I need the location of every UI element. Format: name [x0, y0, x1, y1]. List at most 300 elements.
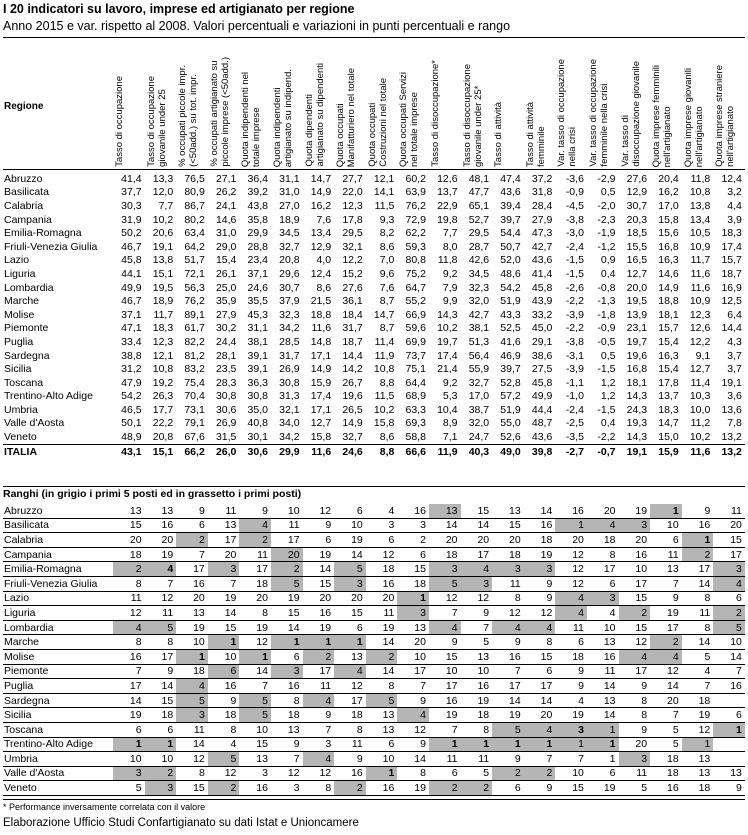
table-cell: 34,5	[279, 227, 300, 240]
table-cell: 8,6	[316, 281, 332, 294]
table-row	[3, 308, 745, 322]
table-row	[3, 766, 745, 781]
region-name: Puglia	[3, 679, 113, 694]
table-cell: 23,5	[215, 363, 237, 376]
table-cell: 15,5	[626, 240, 648, 253]
table-cell: 7,0	[379, 254, 395, 267]
table-cell: 8,0	[442, 240, 458, 253]
table-cell: 10	[713, 635, 745, 650]
table-cell: 29,5	[342, 227, 363, 240]
table-cell: 35,8	[247, 213, 268, 226]
table-cell: 28,4	[531, 199, 553, 212]
table-cell: 17	[271, 533, 303, 548]
table-cell: 1	[524, 737, 556, 752]
table-cell: 75,1	[405, 363, 426, 376]
region-name: Trentino-Alto Adige	[4, 390, 93, 403]
table-cell: 1	[429, 737, 461, 752]
table-cell: 7	[397, 679, 429, 694]
table-cell: 20	[619, 737, 651, 752]
table-cell: 18	[239, 576, 271, 591]
table-cell: 35,9	[215, 295, 237, 308]
table-cell: 19	[366, 620, 398, 635]
table-cell: 31,7	[279, 349, 300, 362]
table-cell: 61,7	[184, 322, 205, 335]
table-cell: 24,3	[626, 403, 648, 416]
table-cell: 24,1	[215, 199, 237, 212]
table-cell: 14	[682, 635, 714, 650]
table-cell: 16	[366, 576, 398, 591]
region-name: Marche	[3, 635, 113, 650]
table-cell: 12	[113, 606, 145, 621]
table-cell: 20,4	[658, 172, 679, 185]
top-rule	[3, 37, 745, 38]
table-cell: 20	[113, 533, 145, 548]
table-cell: 18,3	[658, 403, 679, 416]
table-cell: 14,6	[215, 213, 237, 226]
column-header-15	[556, 41, 580, 167]
table-cell: 30,8	[279, 376, 300, 389]
table-cell: 20	[461, 533, 493, 548]
table-cell: 14	[271, 620, 303, 635]
table-cell: 1	[303, 635, 335, 650]
table-cell: 67,6	[176, 430, 208, 444]
table-cell: 17,8	[658, 376, 679, 389]
table-cell: 11,9	[374, 349, 395, 362]
table-row	[3, 403, 745, 417]
table-cell: 7,6	[316, 213, 332, 226]
table-cell: 49,9	[121, 281, 142, 294]
table-cell: 39,2	[247, 186, 268, 199]
table-cell: 10	[334, 518, 366, 533]
table-cell: 13	[461, 649, 493, 664]
table-cell: 17	[619, 664, 651, 679]
table-cell: 69,9	[405, 335, 426, 348]
table-cell: 19,6	[626, 349, 648, 362]
region-name: Puglia	[4, 335, 34, 348]
table-cell: 17,1	[310, 403, 332, 416]
table-cell: 15	[555, 781, 587, 796]
table-cell: 20,3	[626, 213, 648, 226]
table-cell: -1,3	[597, 295, 616, 308]
table-cell: 8,7	[379, 295, 395, 308]
table-cell: 16	[334, 766, 366, 781]
table-cell: 1	[208, 635, 240, 650]
table-cell: 37,1	[121, 308, 142, 321]
table-cell: 14,7	[658, 417, 679, 430]
table-cell: 20	[303, 591, 335, 606]
table-cell: 29,9	[279, 445, 300, 458]
page-subtitle: Anno 2015 e var. rispetto al 2008. Valori percentuali e variazioni in punti percentuali e rango	[3, 19, 511, 33]
table-cell: 16	[619, 547, 651, 562]
table-cell: 20,6	[152, 227, 174, 240]
table-cell: 18	[145, 708, 177, 723]
table-cell: 7	[208, 576, 240, 591]
table-cell: 1	[492, 737, 524, 752]
table-cell: 39,8	[531, 445, 553, 458]
table-cell: 6	[650, 533, 682, 548]
table-cell: 16,3	[658, 349, 679, 362]
table-cell: 4,4	[727, 199, 742, 212]
table-cell: 43,6	[500, 186, 521, 199]
table-cell: 7	[682, 679, 714, 694]
table-cell: 18	[176, 664, 208, 679]
table-cell: 18	[461, 708, 493, 723]
table-cell: 20	[429, 533, 461, 548]
table-cell: 18,1	[626, 376, 648, 389]
column-header-10	[398, 41, 422, 167]
table-cell: 3	[397, 518, 429, 533]
table-cell: 19	[429, 708, 461, 723]
table-cell: 13,8	[689, 199, 711, 212]
table-cell: 7,9	[442, 281, 458, 294]
table-cell: 16,2	[658, 186, 679, 199]
table-cell: 9	[239, 504, 271, 518]
table-cell: 12,6	[689, 322, 711, 335]
table-cell: 9	[145, 664, 177, 679]
table-cell: 16	[587, 649, 619, 664]
table-row	[3, 335, 745, 349]
table-cell: 14,1	[373, 186, 395, 199]
table-cell: 9,6	[379, 267, 395, 280]
table-cell: 21,4	[437, 363, 458, 376]
table-cell: 12	[682, 722, 714, 737]
column-header-3	[177, 41, 201, 167]
table-cell: 1	[145, 737, 177, 752]
table-cell: 0,5	[600, 349, 616, 362]
table-cell: -2,0	[597, 199, 616, 212]
table-cell: 70,4	[184, 390, 205, 403]
table-cell: 3	[176, 708, 208, 723]
column-header-label: Tasso di occupazione	[114, 76, 125, 167]
table-cell: 13	[682, 752, 714, 767]
column-header-label: Quota occupati Manifatturiero nel totale	[335, 67, 358, 167]
table-cell: 10,2	[437, 322, 458, 335]
table-cell: 39,1	[247, 349, 268, 362]
table-cell: 7	[429, 722, 461, 737]
table-cell: -1,2	[597, 240, 616, 253]
table-cell: 15,0	[650, 430, 682, 444]
region-name: Molise	[4, 308, 35, 321]
table-cell: 1	[682, 533, 714, 548]
table-cell: 36,3	[247, 376, 268, 389]
table-cell: 8	[461, 722, 493, 737]
table-cell: 50,1	[121, 417, 142, 430]
column-header-11	[430, 41, 454, 167]
table-cell: 19,8	[437, 213, 458, 226]
column-header-label: Quota occupati Costruzioni nel totale	[366, 78, 389, 167]
table-cell: 18,7	[342, 335, 363, 348]
table-cell: 45,8	[531, 376, 553, 389]
table-cell: 9	[524, 591, 556, 606]
table-cell: 7	[176, 547, 208, 562]
table-cell: -0,9	[565, 186, 584, 199]
table-cell: 10	[366, 752, 398, 767]
table-cell: 60,2	[405, 172, 426, 185]
table-cell: 9	[397, 693, 429, 708]
table-cell: 20	[208, 547, 240, 562]
table-cell: 8	[239, 606, 271, 621]
table-cell: 4	[303, 752, 335, 767]
column-header-13	[493, 41, 517, 167]
table-cell: 20,8	[145, 430, 177, 444]
table-cell: 3	[619, 518, 651, 533]
table-cell: 75,4	[184, 376, 205, 389]
header-rule	[3, 169, 745, 170]
region-name: Abruzzo	[3, 504, 113, 518]
table-cell: 9,2	[442, 267, 458, 280]
table-cell: 11	[334, 737, 366, 752]
table-cell: 29,5	[468, 227, 490, 240]
table-cell: 5	[239, 693, 271, 708]
table-cell: 17	[713, 547, 745, 562]
table-cell: 17	[397, 664, 429, 679]
table-cell: 31,0	[279, 186, 300, 199]
table-cell: 17,0	[658, 199, 679, 212]
table-cell: 11,8	[437, 254, 458, 267]
table-cell: 2	[492, 766, 524, 781]
table-cell: 3	[271, 781, 303, 796]
table-cell: 10,8	[373, 363, 395, 376]
footnote: * Performance inversamente correlata con il valore	[3, 802, 206, 812]
table-cell: 18,8	[310, 308, 332, 321]
table-cell: -3,8	[565, 213, 584, 226]
table-cell	[713, 752, 745, 767]
table-cell: 25,0	[215, 281, 237, 294]
table-cell: 7,8	[727, 417, 742, 430]
table-cell: 29,0	[215, 240, 237, 253]
table-cell: 15,8	[373, 417, 395, 430]
table-cell: 6	[713, 591, 745, 606]
table-cell: 8	[271, 693, 303, 708]
table-cell: 11,5	[374, 199, 395, 212]
table-row	[3, 737, 745, 752]
table-cell: 18,9	[279, 213, 300, 226]
table-cell: 56,4	[468, 349, 490, 362]
table-cell: 19,1	[721, 376, 742, 389]
table-cell: 44,1	[121, 267, 142, 280]
table-cell: 3	[271, 664, 303, 679]
column-header-label: Var. tasso di occupazione femminile nella crisi	[588, 59, 610, 167]
table-cell: 1	[650, 504, 682, 518]
region-name: Lombardia	[4, 281, 54, 294]
column-header-label: Tasso di disoccupazione giovanile under 25*	[461, 64, 484, 167]
table-cell: 18	[587, 533, 619, 548]
table-cell: 16,5	[626, 254, 648, 267]
table-cell: 13	[713, 766, 745, 781]
table-cell: 13	[239, 752, 271, 767]
table-cell: 18,5	[626, 227, 648, 240]
table-cell: 46,9	[500, 349, 521, 362]
table-cell: 14	[176, 737, 208, 752]
table-cell: 18,1	[658, 308, 679, 321]
table-cell: 14	[461, 518, 493, 533]
table-cell: 39,7	[500, 213, 521, 226]
table-cell: 29,6	[279, 267, 300, 280]
table-cell: 39,7	[500, 363, 521, 376]
table-cell: 68,9	[405, 390, 426, 403]
region-name: Valle d'Aosta	[4, 417, 65, 430]
region-name: Basilicata	[3, 518, 113, 533]
table-cell: 81,2	[184, 349, 205, 362]
table-cell: 45,3	[247, 308, 268, 321]
column-header-label: Tasso di occupazione giovanile under 25	[145, 76, 168, 167]
table-cell: 17	[429, 679, 461, 694]
table-cell: 18	[397, 576, 429, 591]
table-cell: 11	[713, 504, 745, 518]
table-cell: 13,6	[721, 403, 742, 416]
table-cell: 4	[555, 606, 587, 621]
table-cell: 19,7	[437, 335, 458, 348]
table-cell: 43,3	[500, 308, 521, 321]
region-name: Emilia-Romagna	[3, 562, 113, 577]
table-cell: 15,6	[658, 227, 679, 240]
table-cell: 9	[461, 606, 493, 621]
region-name: Piemonte	[4, 322, 49, 335]
table-cell: 2	[650, 635, 682, 650]
table-cell: 16	[429, 693, 461, 708]
table-cell: 14,9	[658, 281, 679, 294]
table-cell: 2	[334, 781, 366, 796]
table-cell: 22,0	[342, 186, 363, 199]
table-cell: 4	[461, 562, 493, 577]
table-cell: 2	[239, 533, 271, 548]
table-cell: 16	[397, 504, 429, 518]
table-cell: -1,5	[565, 267, 584, 280]
table-cell: 14	[429, 518, 461, 533]
table-cell: 3	[113, 766, 145, 781]
table-cell: 66,2	[184, 445, 205, 458]
table-cell: 6	[176, 518, 208, 533]
table-cell: 4,3	[727, 335, 742, 348]
table-cell: 4	[524, 722, 556, 737]
table-cell: 40,8	[247, 417, 268, 430]
table-cell: 6,4	[727, 308, 742, 321]
table-cell: 9	[271, 737, 303, 752]
table-cell: 13	[145, 504, 177, 518]
table-cell: 12,2	[689, 335, 711, 348]
table-cell: 16,8	[626, 363, 648, 376]
table-cell: 47,4	[500, 172, 521, 185]
table-cell: 22,2	[152, 417, 174, 430]
region-name: ITALIA	[4, 445, 38, 458]
table-cell: 17	[176, 562, 208, 577]
table-cell: 59,3	[405, 240, 426, 253]
table-cell: 19	[239, 620, 271, 635]
table-cell: 20	[239, 591, 271, 606]
table-row	[3, 606, 745, 621]
table-cell: 17,4	[721, 240, 742, 253]
table-cell: 31,7	[342, 322, 363, 335]
table-cell: 43,9	[531, 295, 553, 308]
table-cell: 19	[555, 708, 587, 723]
table-cell: 33,2	[531, 308, 553, 321]
table-cell: 31,1	[247, 322, 268, 335]
table-cell: 2	[176, 533, 208, 548]
table-cell: 34,2	[271, 430, 303, 444]
table-cell: 18,3	[721, 227, 742, 240]
table-cell: 6	[334, 504, 366, 518]
table-cell: 16	[492, 649, 524, 664]
table-cell: 14	[239, 664, 271, 679]
table-cell: 8	[366, 679, 398, 694]
table-cell: 14	[492, 693, 524, 708]
table-cell: 42,6	[468, 254, 490, 267]
table-cell: 19	[271, 591, 303, 606]
table-cell: 18,9	[152, 295, 174, 308]
table-cell: 13	[587, 635, 619, 650]
column-header-label: Var. tasso di disoccupazione giovanile	[619, 61, 642, 167]
table-cell: 13	[587, 693, 619, 708]
table-cell: 3	[303, 737, 335, 752]
table-cell: 11	[682, 606, 714, 621]
table-cell: 18	[682, 781, 714, 796]
table-cell: 2	[397, 533, 429, 548]
table-cell: 6	[366, 533, 398, 548]
table-cell: 13,7	[658, 390, 679, 403]
table-cell: 16	[145, 518, 177, 533]
table-cell: 11	[366, 606, 398, 621]
table-cell: 14,4	[721, 322, 742, 335]
table-cell: 0,4	[600, 267, 616, 280]
table-cell: 19	[176, 620, 208, 635]
ranks-heading-rule	[3, 486, 745, 487]
table-cell: 30,3	[121, 199, 142, 212]
table-cell: 8	[113, 576, 145, 591]
table-row	[3, 240, 745, 254]
table-cell: 75,2	[405, 267, 426, 280]
table-cell: 8,6	[366, 430, 398, 444]
table-cell: 15,4	[658, 335, 679, 348]
table-cell: 2	[461, 781, 493, 796]
table-cell: 1	[587, 722, 619, 737]
table-cell: 11,2	[690, 417, 711, 430]
table-cell: 10,9	[689, 240, 711, 253]
region-name: Calabria	[3, 533, 113, 548]
table-cell: 4	[524, 620, 556, 635]
table-cell: 10,2	[152, 213, 174, 226]
table-cell: 32,3	[468, 281, 490, 294]
table-cell: 80,8	[405, 254, 426, 267]
table-cell: 14,7	[373, 308, 395, 321]
table-cell: 14	[524, 693, 556, 708]
region-name: Piemonte	[3, 664, 113, 679]
table-cell: -1,5	[597, 403, 616, 416]
table-cell: 17	[145, 649, 177, 664]
column-header-label: Quota imprese femminili nell'artigianato	[651, 64, 674, 167]
table-cell: 11,6	[690, 267, 711, 280]
table-cell: 9,9	[442, 295, 458, 308]
region-name: Veneto	[3, 781, 113, 796]
table-cell: -3,9	[565, 363, 584, 376]
table-cell: 10	[271, 504, 303, 518]
region-name: Toscana	[4, 376, 44, 389]
table-cell: 11	[555, 620, 587, 635]
table-cell: 5	[650, 737, 682, 752]
source-note: Elaborazione Ufficio Studi Confartigianato su dati Istat e Unioncamere	[3, 817, 359, 829]
table-cell: 11	[145, 606, 177, 621]
table-cell: 82,2	[184, 335, 205, 348]
table-cell: 6	[334, 620, 366, 635]
table-row	[3, 322, 745, 336]
table-cell: -0,8	[597, 281, 616, 294]
table-cell: 3	[366, 518, 398, 533]
table-cell: 21,5	[310, 295, 332, 308]
table-cell: 18	[366, 562, 398, 577]
table-cell: 15,8	[303, 430, 335, 444]
table-cell: 31,3	[279, 390, 300, 403]
table-cell: 7,1	[429, 430, 461, 444]
table-cell: 18	[208, 708, 240, 723]
